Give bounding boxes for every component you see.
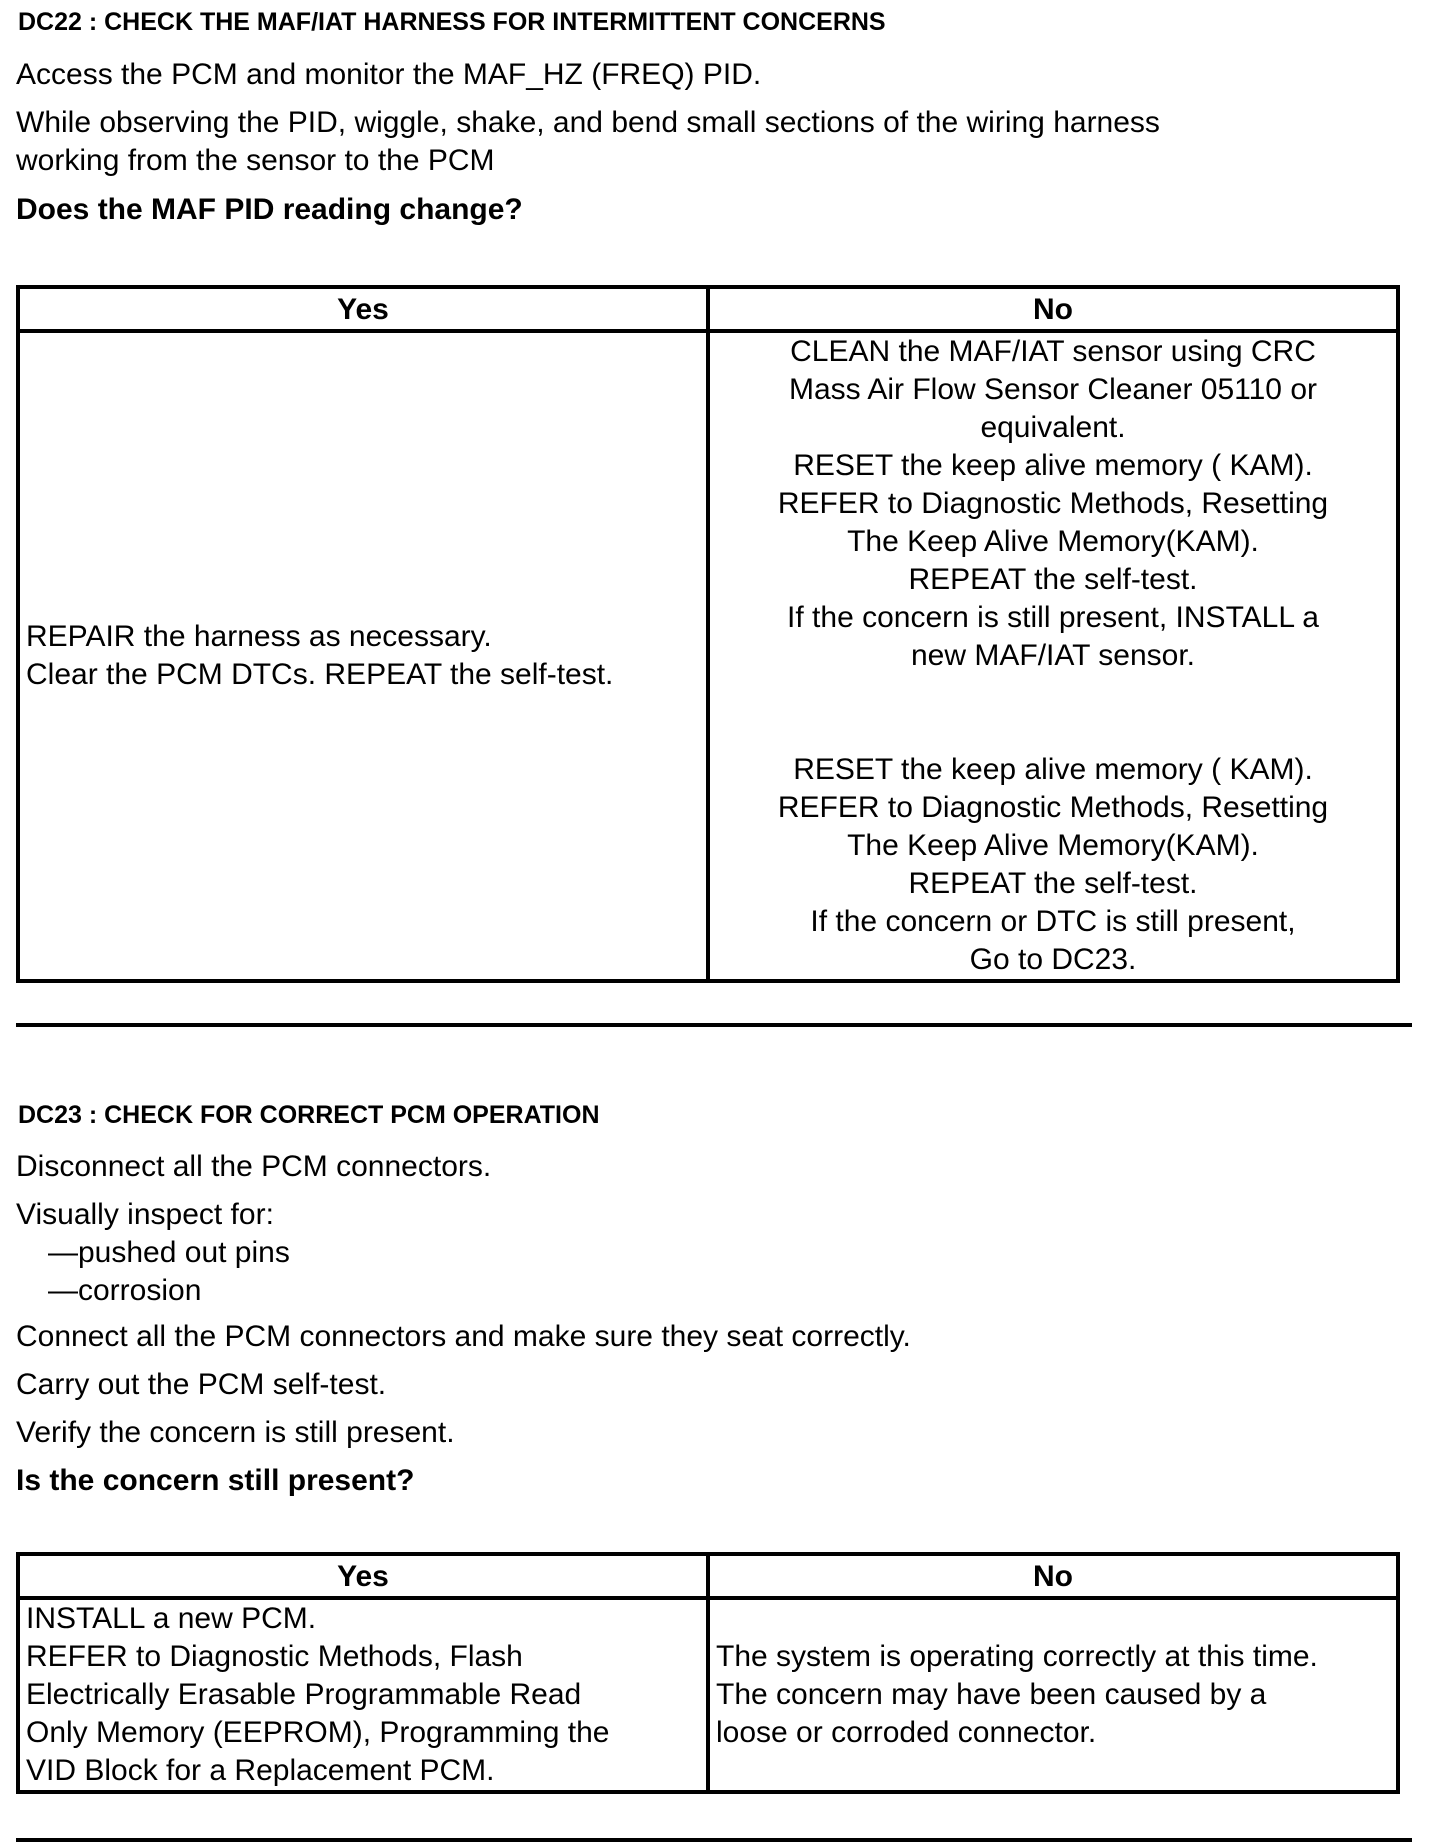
dc23-question: Is the concern still present? <box>16 1464 415 1497</box>
dc22-no-line: REFER to Diagnostic Methods, Resetting <box>777 791 1329 824</box>
dc23-yes-line: INSTALL a new PCM. <box>26 1602 317 1635</box>
dc23-yes-header: Yes <box>18 1554 708 1598</box>
dc22-no-line: If the concern is still present, INSTALL a <box>787 601 1319 634</box>
dc23-no-cell <box>708 1598 1398 1792</box>
dc23-result-table <box>16 1552 1400 1794</box>
dc23-yes-line: REFER to Diagnostic Methods, Flash <box>26 1640 523 1673</box>
dc22-yes-header: Yes <box>18 287 708 331</box>
dc22-no-line: RESET the keep alive memory ( KAM). <box>793 753 1313 786</box>
dc22-no-line: RESET the keep alive memory ( KAM). <box>793 449 1313 482</box>
section-divider <box>16 1023 1412 1027</box>
dc23-step-inspect: Visually inspect for: <box>16 1198 274 1231</box>
dc22-yes-line: Clear the PCM DTCs. REPEAT the self-test. <box>26 658 614 691</box>
dc22-no-line: REFER to Diagnostic Methods, Resetting <box>777 487 1329 520</box>
dc23-yes-line: Electrically Erasable Programmable Read <box>26 1678 582 1711</box>
dc22-no-line: new MAF/IAT sensor. <box>911 639 1195 672</box>
dc22-no-header: No <box>708 287 1398 331</box>
dc23-no-line: The system is operating correctly at this time. <box>716 1640 1318 1673</box>
dc22-no-cell <box>708 331 1398 981</box>
dc22-question: Does the MAF PID reading change? <box>16 193 523 226</box>
dc23-step-selftest: Carry out the PCM self-test. <box>16 1368 387 1401</box>
dc23-step-disconnect: Disconnect all the PCM connectors. <box>16 1150 492 1183</box>
dc23-step-connect: Connect all the PCM connectors and make sure they seat correctly. <box>16 1320 911 1353</box>
dc22-step-wiggle-harness <box>16 104 1160 180</box>
dc23-no-line: The concern may have been caused by a <box>716 1678 1267 1711</box>
dc22-step-wiggle-line2: working from the sensor to the PCM <box>16 144 495 177</box>
dc22-result-table <box>16 285 1400 983</box>
dc22-no-line: equivalent. <box>980 411 1126 444</box>
dc22-title: DC22 : CHECK THE MAF/IAT HARNESS FOR INTERMITTENT CONCERNS <box>18 8 886 36</box>
dc22-no-line: The Keep Alive Memory(KAM). <box>847 829 1259 862</box>
dc22-yes-cell <box>18 331 708 981</box>
dc22-no-line: Mass Air Flow Sensor Cleaner 05110 or <box>788 373 1318 406</box>
dc22-no-line: If the concern or DTC is still present, <box>810 905 1296 938</box>
section-divider <box>16 1838 1412 1842</box>
dc23-yes-line: Only Memory (EEPROM), Programming the <box>26 1716 610 1749</box>
dc23-step-verify: Verify the concern is still present. <box>16 1416 455 1449</box>
dc23-yes-line: VID Block for a Replacement PCM. <box>26 1754 495 1787</box>
dc23-inspect-item: —pushed out pins <box>48 1236 290 1269</box>
dc23-no-header: No <box>708 1554 1398 1598</box>
dc23-title: DC23 : CHECK FOR CORRECT PCM OPERATION <box>18 1101 600 1129</box>
dc23-no-line: loose or corroded connector. <box>716 1716 1097 1749</box>
dc22-no-line: REPEAT the self-test. <box>908 867 1198 900</box>
dc22-no-line: Go to DC23. <box>969 943 1137 976</box>
dc22-no-line: REPEAT the self-test. <box>908 563 1198 596</box>
dc23-inspect-item: —corrosion <box>48 1274 202 1307</box>
dc22-no-line: CLEAN the MAF/IAT sensor using CRC <box>790 335 1316 368</box>
dc22-yes-line: REPAIR the harness as necessary. <box>26 620 492 653</box>
dc23-yes-cell <box>18 1598 708 1792</box>
dc22-no-line: The Keep Alive Memory(KAM). <box>847 525 1259 558</box>
dc22-step-wiggle-line1: While observing the PID, wiggle, shake, and bend small sections of the wiring harness <box>16 106 1160 139</box>
dc22-step-monitor-pid: Access the PCM and monitor the MAF_HZ (FREQ) PID. <box>16 58 762 91</box>
